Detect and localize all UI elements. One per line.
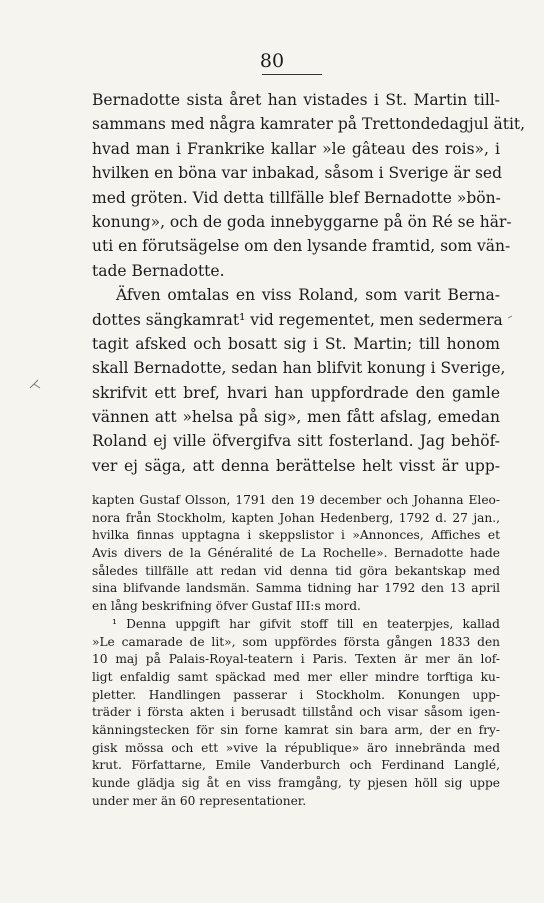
footnote-line: träder i första akten i berusadt tillstånd och visar såsom igen- xyxy=(92,705,500,720)
footnote-line: känningstecken för sin forne kamrat sin bara arm, der en fry- xyxy=(92,722,500,737)
footnote-line: krut. Författarne, Emile Vanderburch och Ferdinand Langlé, xyxy=(92,758,500,773)
footnote-line: en lång beskrifning öfver Gustaf III:s mord. xyxy=(92,599,361,614)
text-line: tade Bernadotte. xyxy=(92,261,225,280)
footnote-line: nora från Stockholm, kapten Johan Hedenberg, 1792 d. 27 jan., xyxy=(92,510,500,525)
footnotes xyxy=(92,492,500,810)
footnote-line: pletter. Handlingen passerar i Stockholm. Konungen upp- xyxy=(92,687,500,702)
stray-dot-mark xyxy=(508,316,512,318)
footnote-line: ¹ Denna uppgift har gifvit stoff till en teaterpjes, kallad xyxy=(112,616,500,631)
text-line: uti en förutsägelse om den lysande framtid, som vän- xyxy=(92,237,511,256)
text-line: hvilken en böna var inbakad, såsom i Sverige är sed xyxy=(92,164,503,183)
text-line: sammans med några kamrater på Trettondedagjul ätit, xyxy=(92,115,526,134)
margin-pencil-mark xyxy=(30,380,40,388)
text-line: Äfven omtalas en viss Roland, som varit Berna- xyxy=(116,286,500,305)
footnote-line: ligt enfaldig samt späckad med mer eller mindre torftiga ku- xyxy=(92,669,500,684)
text-line: Bernadotte sista året han vistades i St. Martin till- xyxy=(92,91,500,109)
footnote-line: under mer än 60 representationer. xyxy=(92,793,307,808)
footnote-line: »Le camarade de lit», som uppfördes första gången 1833 den xyxy=(92,634,500,649)
text-line: Roland ej ville öfvergifva sitt fosterland. Jag behöf- xyxy=(92,432,500,451)
text-line: ver ej säga, att denna berättelse helt visst är upp- xyxy=(92,456,500,475)
text-line: skrifvit ett bref, hvari han uppfordrade den gamle xyxy=(92,383,500,402)
text-line: skall Bernadotte, sedan han blifvit konung i Sverige, xyxy=(92,359,506,378)
page-number-rule xyxy=(262,74,322,75)
footnote-line: kapten Gustaf Olsson, 1791 den 19 december och Johanna Eleo- xyxy=(92,493,500,507)
footnote-line: Avis divers de la Généralité de La Rochelle». Bernadotte hade xyxy=(92,546,500,561)
footnote-line: 10 maj på Palais-Royal-teatern i Paris. Texten är mer än lof- xyxy=(92,652,500,667)
text-line: vännen att »helsa på sig», men fått afslag, emedan xyxy=(92,408,500,427)
footnote-line: således tillfälle att redan vid denna tid göra bekantskap med xyxy=(92,563,500,578)
main-text xyxy=(92,88,526,478)
text-line: hvad man i Frankrike kallar »le gâteau des rois», i xyxy=(92,139,500,158)
page-number: 80 xyxy=(259,50,285,72)
footnote-line: kunde glädja sig åt en viss framgång, ty pjesen höll sig uppe xyxy=(92,776,500,790)
text-line: tagit afsked och bosatt sig i St. Martin; till honom xyxy=(92,334,500,353)
text-line: dottes sängkamrat¹ vid regementet, men sedermera xyxy=(92,310,503,329)
text-line: med gröten. Vid detta tillfälle blef Bernadotte »bön- xyxy=(92,188,501,207)
footnote-line: gisk mössa och ett »vive la république» äro innebrända med xyxy=(92,740,500,755)
footnote-line: sina blifvande landsmän. Samma tidning har 1792 den 13 april xyxy=(92,581,500,596)
footnote-line: hvilka finnas upptagna i skeppslistor i »Annonces, Affiches et xyxy=(92,528,500,543)
text-line: konung», och de goda innebyggarne på ön Ré se här- xyxy=(92,212,512,231)
